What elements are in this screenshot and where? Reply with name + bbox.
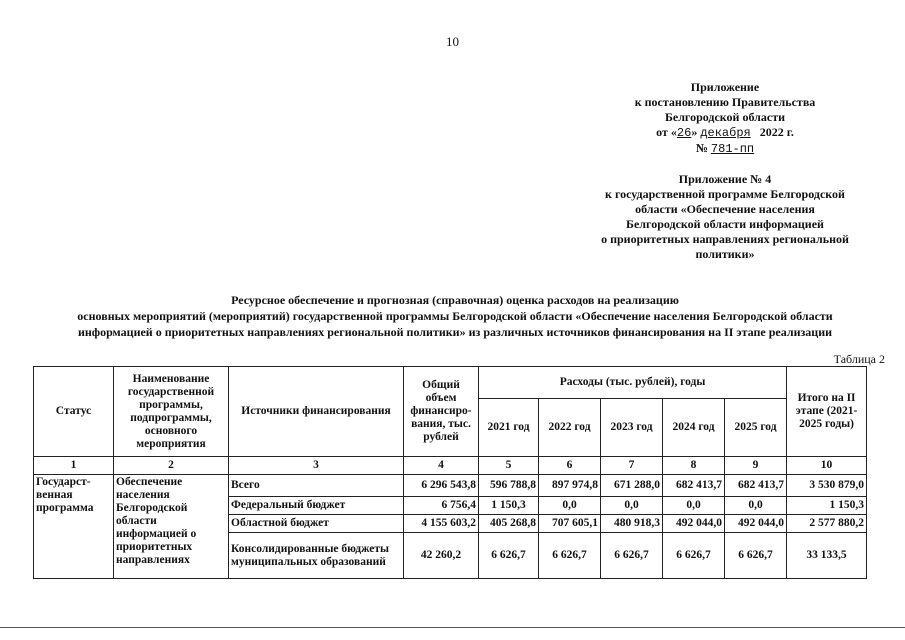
number-value: 781-пп <box>710 142 755 156</box>
total-cell: 6 296 543,8 <box>404 475 479 497</box>
col-number: 5 <box>479 457 539 475</box>
year-2025-cell: 6 626,7 <box>725 533 787 579</box>
year-2024-cell: 0,0 <box>663 497 725 515</box>
header-total: Общий объем финансиро-вания, тыс. рублей <box>404 367 479 457</box>
year-2022-cell: 6 626,7 <box>539 533 601 579</box>
col-number: 3 <box>229 457 404 475</box>
program-name-cell: Обеспечение населения Белгородской области информацией о приоритетных направлениях <box>114 475 229 579</box>
col-number: 7 <box>601 457 663 475</box>
header-year-2021: 2021 год <box>479 399 539 457</box>
status-cell: Государст-венная программа <box>34 475 114 579</box>
year-2021-cell: 596 788,8 <box>479 475 539 497</box>
year-2023-cell: 6 626,7 <box>601 533 663 579</box>
header-name: Наименование государственной программы, подпрограммы, основного мероприятия <box>114 367 229 457</box>
title-line: основных мероприятий (мероприятий) государственной программы Белгородской области «Обеспечение населения Белгородской области <box>77 309 833 323</box>
source-cell: Консолидированные бюджеты муниципальных образований <box>229 533 404 579</box>
appendix-line: Белгородской области информацией <box>626 217 824 231</box>
col-number: 4 <box>404 457 479 475</box>
header-year-2025: 2025 год <box>725 399 787 457</box>
table-row <box>34 475 867 497</box>
source-cell: Областной бюджет <box>229 515 404 533</box>
total-cell: 4 155 603,2 <box>404 515 479 533</box>
page-edge-line <box>0 627 905 628</box>
appendix-line: области «Обеспечение населения <box>635 202 815 216</box>
col-number: 10 <box>787 457 867 475</box>
date-year: 2022 г. <box>759 125 794 139</box>
col-number: 8 <box>663 457 725 475</box>
year-2021-cell: 1 150,3 <box>479 497 539 515</box>
header-year-2023: 2023 год <box>601 399 663 457</box>
source-cell: Всего <box>229 475 404 497</box>
year-2024-cell: 492 044,0 <box>663 515 725 533</box>
date-prefix: от « <box>656 125 677 139</box>
table-label: Таблица 2 <box>833 352 885 366</box>
year-2022-cell: 0,0 <box>539 497 601 515</box>
resource-table <box>33 366 867 579</box>
header-stage-total: Итого на II этапе (2021-2025 годы) <box>787 367 867 457</box>
col-number: 9 <box>725 457 787 475</box>
year-2023-cell: 480 918,3 <box>601 515 663 533</box>
stage-total-cell: 33 133,5 <box>787 533 867 579</box>
date-day: 26 <box>676 126 692 140</box>
page-number: 10 <box>446 34 459 49</box>
header-status: Статус <box>34 367 114 457</box>
year-2022-cell: 897 974,8 <box>539 475 601 497</box>
header-sources: Источники финансирования <box>229 367 404 457</box>
title-line: Ресурсное обеспечение и прогнозная (справочная) оценка расходов на реализацию <box>231 293 679 307</box>
resolution-number <box>600 141 850 157</box>
date-month: декабря <box>700 126 751 140</box>
document-title <box>20 292 890 340</box>
year-2025-cell: 492 044,0 <box>725 515 787 533</box>
header-year-2022: 2022 год <box>539 399 601 457</box>
appendix-line: о приоритетных направлениях региональной <box>601 232 849 246</box>
appendix-program-block <box>575 172 875 262</box>
total-cell: 42 260,2 <box>404 533 479 579</box>
appendix-line: Приложение <box>690 80 760 94</box>
year-2021-cell: 405 268,8 <box>479 515 539 533</box>
stage-total-cell: 3 530 879,0 <box>787 475 867 497</box>
appendix-line: Белгородской области <box>664 110 786 124</box>
resolution-date <box>600 125 850 141</box>
year-2022-cell: 707 605,1 <box>539 515 601 533</box>
number-prefix: № <box>695 141 708 155</box>
stage-total-cell: 2 577 880,2 <box>787 515 867 533</box>
appendix-line: Приложение № 4 <box>678 172 772 186</box>
stage-total-cell: 1 150,3 <box>787 497 867 515</box>
year-2023-cell: 0,0 <box>601 497 663 515</box>
year-2025-cell: 682 413,7 <box>725 475 787 497</box>
year-2024-cell: 682 413,7 <box>663 475 725 497</box>
header-year-2024: 2024 год <box>663 399 725 457</box>
appendix-line: к постановлению Правительства <box>634 95 816 109</box>
col-number: 1 <box>34 457 114 475</box>
header-expenses: Расходы (тыс. рублей), годы <box>479 367 787 399</box>
appendix-line: политики» <box>695 247 755 261</box>
title-line: информацией о приоритетных направлениях региональной политики» из различных источников финансирования на II этапе реализации <box>77 325 833 339</box>
total-cell: 6 756,4 <box>404 497 479 515</box>
source-cell: Федеральный бюджет <box>229 497 404 515</box>
column-number-row <box>34 457 867 475</box>
year-2023-cell: 671 288,0 <box>601 475 663 497</box>
appendix-line: к государственной программе Белгородской <box>605 187 845 201</box>
appendix-resolution-block <box>600 80 850 157</box>
year-2025-cell: 0,0 <box>725 497 787 515</box>
date-mid: » <box>691 125 698 139</box>
year-2021-cell: 6 626,7 <box>479 533 539 579</box>
col-number: 2 <box>114 457 229 475</box>
year-2024-cell: 6 626,7 <box>663 533 725 579</box>
col-number: 6 <box>539 457 601 475</box>
